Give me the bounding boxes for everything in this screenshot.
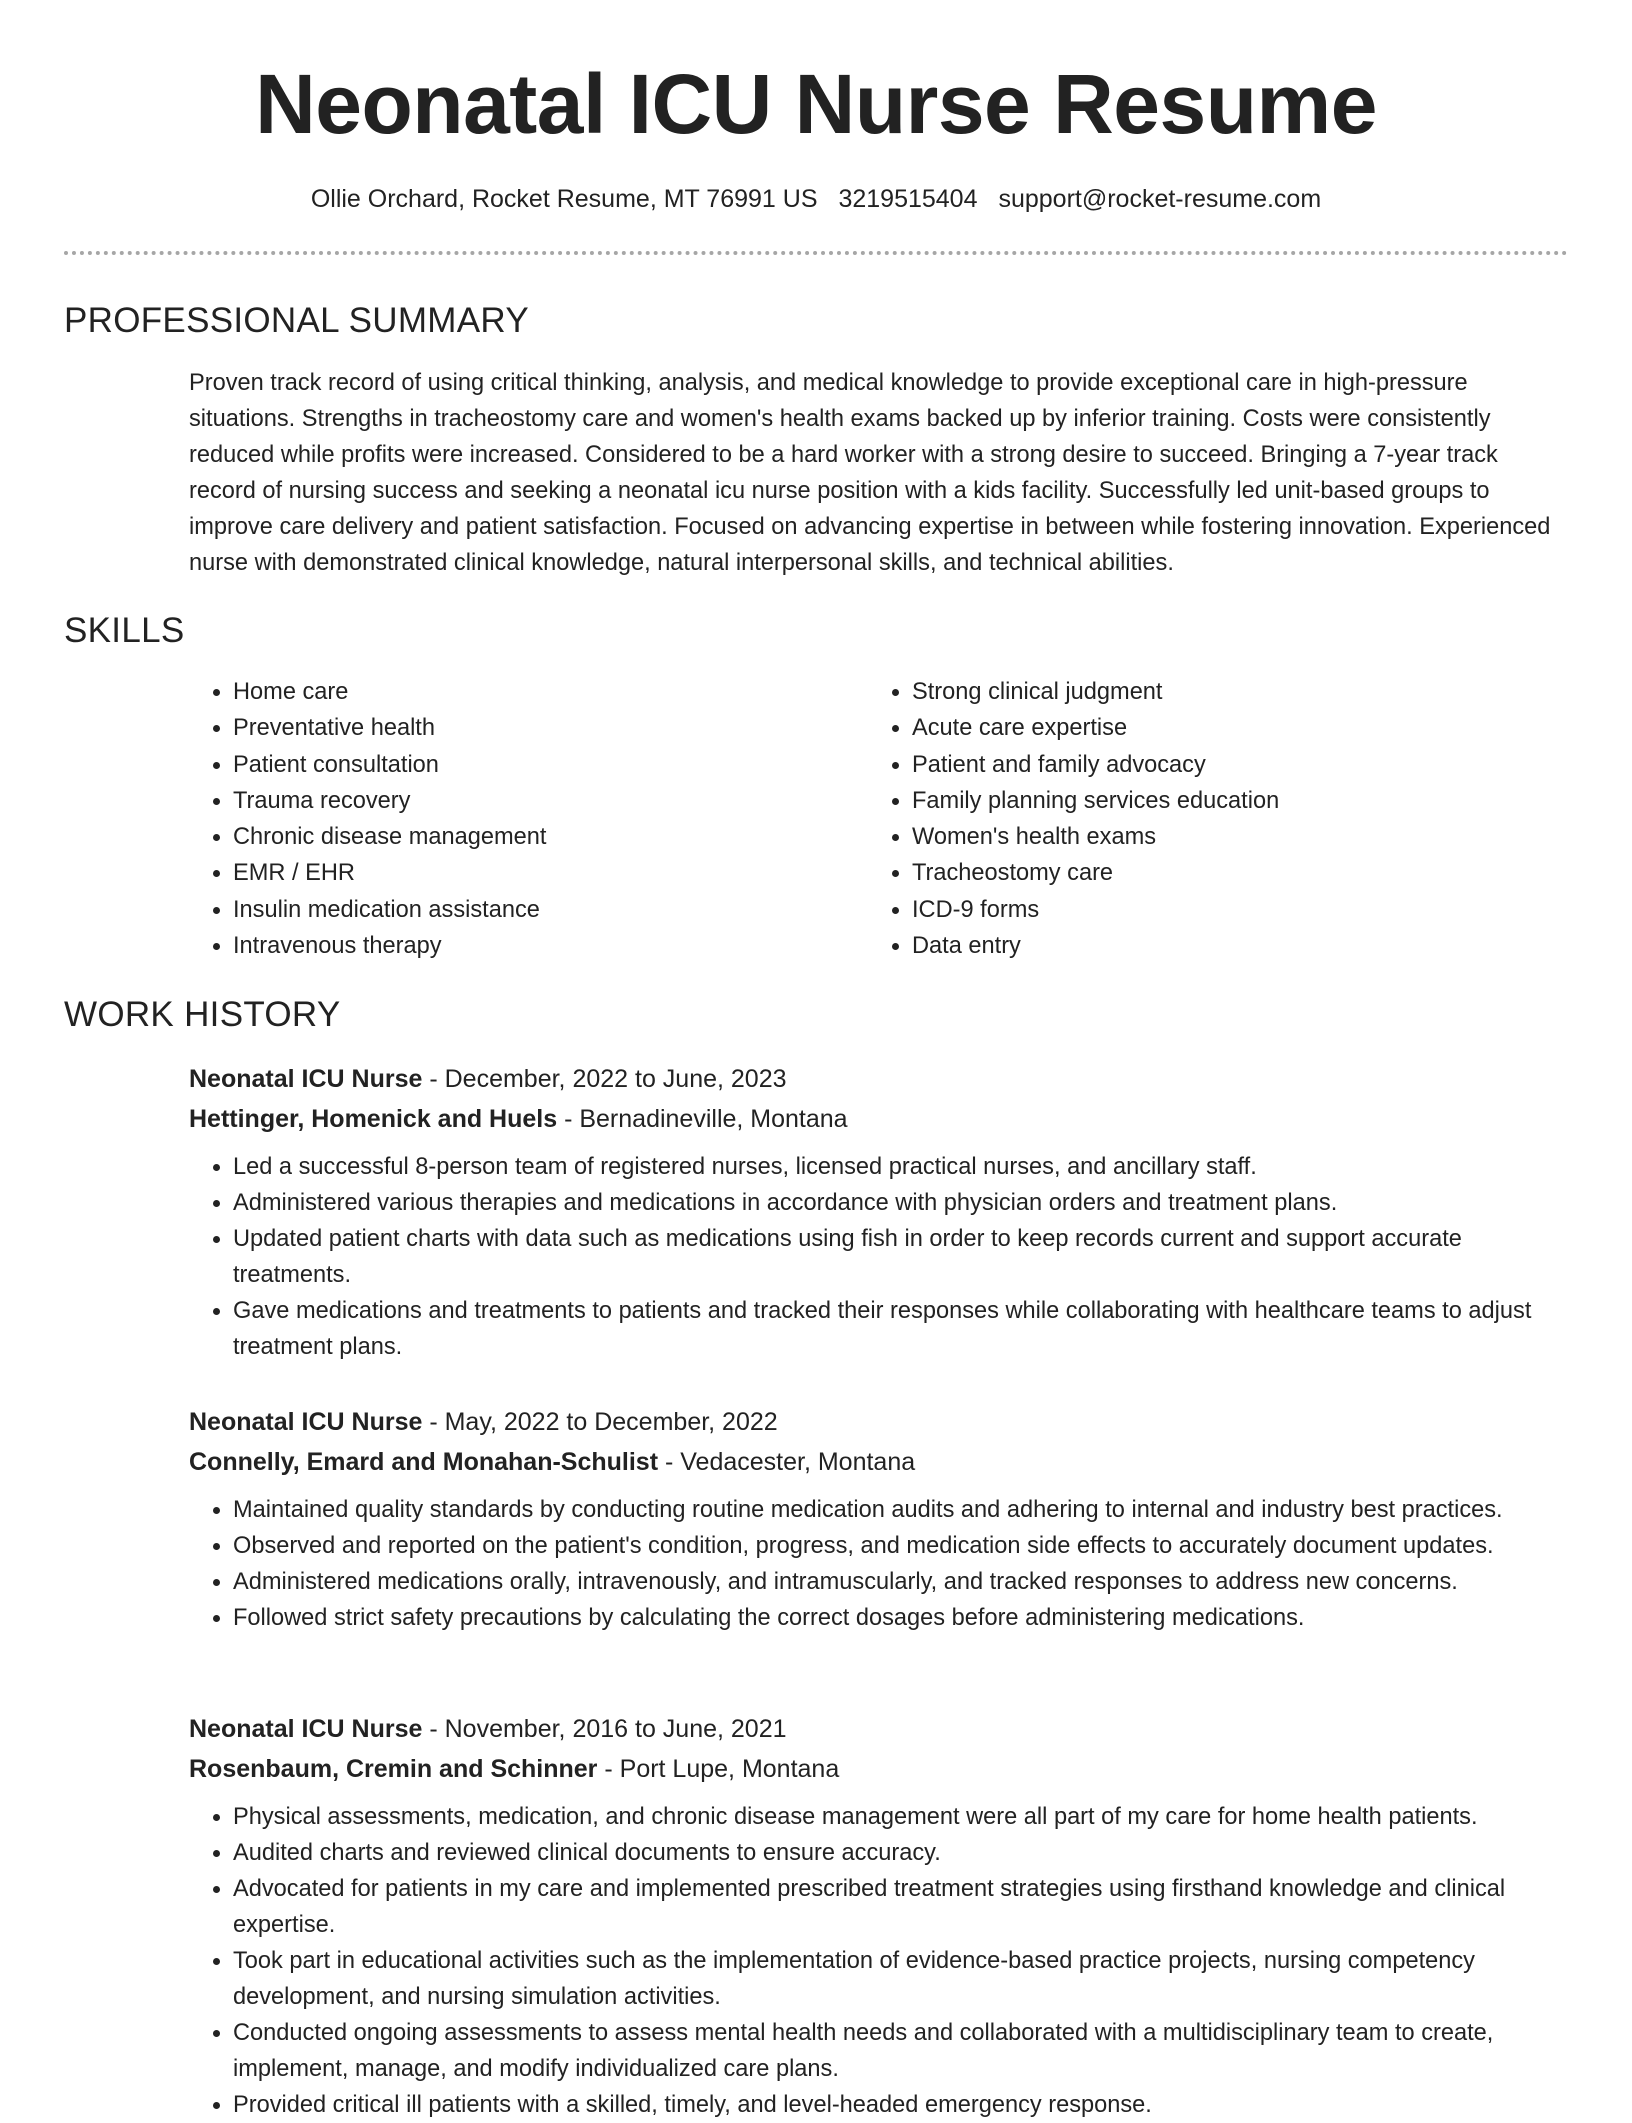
contact-address: Ollie Orchard, Rocket Resume, MT 76991 US xyxy=(310,185,818,213)
job-employer-line xyxy=(189,1749,1569,1789)
job-employer: Hettinger, Homenick and Huels xyxy=(189,1105,558,1133)
job-location: - Port Lupe, Montana xyxy=(597,1755,840,1783)
header-divider xyxy=(64,251,1568,255)
skills-column-right xyxy=(868,674,1279,964)
job-duty: • Led a successful 8-person team of registered nurses, licensed practical nurses, and ancillary staff. xyxy=(233,1149,1569,1185)
job-duty: • Conducted ongoing assessments to assess mental health needs and collaborated with a multidisciplinary team to create, implement, manage, and modify individualized care plans. xyxy=(233,2015,1569,2087)
job-duty: • Took part in educational activities such as the implementation of evidence-based practice projects, nursing competency development, and nursing simulation activities. xyxy=(233,1943,1569,2015)
skill-item: • EMR / EHR xyxy=(233,855,546,891)
job-duty: • Maintained quality standards by conducting routine medication audits and adhering to internal and industry best practices. xyxy=(233,1492,1569,1528)
section-heading-summary: PROFESSIONAL SUMMARY xyxy=(64,301,529,340)
job-employer: Rosenbaum, Cremin and Schinner xyxy=(189,1755,598,1783)
job-dates: - December, 2022 to June, 2023 xyxy=(422,1065,787,1093)
skills-column-left xyxy=(189,674,546,964)
section-heading-work-history: WORK HISTORY xyxy=(64,995,341,1034)
skill-item: • Women's health exams xyxy=(912,819,1279,855)
job-title: Neonatal ICU Nurse xyxy=(189,1408,423,1436)
professional-summary-text: Proven track record of using critical thinking, analysis, and medical knowledge to provide exceptional care in high-pressure situations. Strengths in tracheostomy care and women's health exams backed up by inferior training. Costs were consistently reduced while profits were increased. Considered to be a hard worker with a strong desire to succeed. Bringing a 7-year track record of nursing success and seeking a neonatal icu nurse position with a kids facility. Successfully led unit-based groups to improve care delivery and patient satisfaction. Focused on advancing expertise in between while fostering innovation. Experienced nurse with demonstrated clinical knowledge, natural interpersonal skills, and technical abilities. xyxy=(189,370,1551,576)
contact-line xyxy=(0,180,1632,218)
skill-item: • Trauma recovery xyxy=(233,783,546,819)
job-duty: • Audited charts and reviewed clinical documents to ensure accuracy. xyxy=(233,1835,1569,1871)
job-dates: - November, 2016 to June, 2021 xyxy=(422,1715,787,1743)
job-title: Neonatal ICU Nurse xyxy=(189,1715,423,1743)
job-duty: • Gave medications and treatments to patients and tracked their responses while collaborating with healthcare teams to adjust treatment plans. xyxy=(233,1293,1569,1365)
job-location: - Bernadineville, Montana xyxy=(557,1105,848,1133)
skill-item: • Insulin medication assistance xyxy=(233,892,546,928)
job-duty: • Provided critical ill patients with a skilled, timely, and level-headed emergency response. xyxy=(233,2087,1569,2123)
job-entry xyxy=(189,1402,1569,1636)
skill-item: • Chronic disease management xyxy=(233,819,546,855)
contact-phone: 3219515404 xyxy=(838,185,978,213)
job-duty: • Updated patient charts with data such as medications using fish in order to keep records current and support accurate treatments. xyxy=(233,1221,1569,1293)
job-title-line xyxy=(189,1709,1569,1749)
resume-title: Neonatal ICU Nurse Resume xyxy=(255,57,1377,151)
job-dates: - May, 2022 to December, 2022 xyxy=(422,1408,778,1436)
skill-item: • Patient consultation xyxy=(233,747,546,783)
skill-item: • Intravenous therapy xyxy=(233,928,546,964)
job-employer-line xyxy=(189,1099,1569,1139)
skill-item: • Tracheostomy care xyxy=(912,855,1279,891)
job-duty: • Administered various therapies and medications in accordance with physician orders and treatment plans. xyxy=(233,1185,1569,1221)
job-title: Neonatal ICU Nurse xyxy=(189,1065,423,1093)
skill-item: • ICD-9 forms xyxy=(912,892,1279,928)
skill-item: • Family planning services education xyxy=(912,783,1279,819)
skill-item: • Preventative health xyxy=(233,710,546,746)
job-duty: • Advocated for patients in my care and implemented prescribed treatment strategies using firsthand knowledge and clinical expertise. xyxy=(233,1871,1569,1943)
skill-item: • Acute care expertise xyxy=(912,710,1279,746)
job-entry xyxy=(189,1059,1569,1365)
skill-item: • Home care xyxy=(233,674,546,710)
job-duty: • Followed strict safety precautions by calculating the correct dosages before administering medications. xyxy=(233,1600,1569,1636)
contact-email: support@rocket-resume.com xyxy=(998,185,1322,213)
job-employer-line xyxy=(189,1442,1569,1482)
job-title-line xyxy=(189,1402,1569,1442)
job-entry xyxy=(189,1709,1569,2123)
job-title-line xyxy=(189,1059,1569,1099)
job-duty: • Administered medications orally, intravenously, and intramuscularly, and tracked responses to address new concerns. xyxy=(233,1564,1569,1600)
job-employer: Connelly, Emard and Monahan-Schulist xyxy=(189,1448,659,1476)
job-location: - Vedacester, Montana xyxy=(658,1448,916,1476)
job-duty: • Observed and reported on the patient's condition, progress, and medication side effects to accurately document updates. xyxy=(233,1528,1569,1564)
job-duty: • Physical assessments, medication, and chronic disease management were all part of my care for home health patients. xyxy=(233,1799,1569,1835)
section-heading-skills: SKILLS xyxy=(64,611,185,650)
skill-item: • Patient and family advocacy xyxy=(912,747,1279,783)
skill-item: • Strong clinical judgment xyxy=(912,674,1279,710)
job-duties xyxy=(189,1149,1569,1365)
skill-item: • Data entry xyxy=(912,928,1279,964)
job-duties xyxy=(189,1492,1569,1636)
job-duties xyxy=(189,1799,1569,2123)
